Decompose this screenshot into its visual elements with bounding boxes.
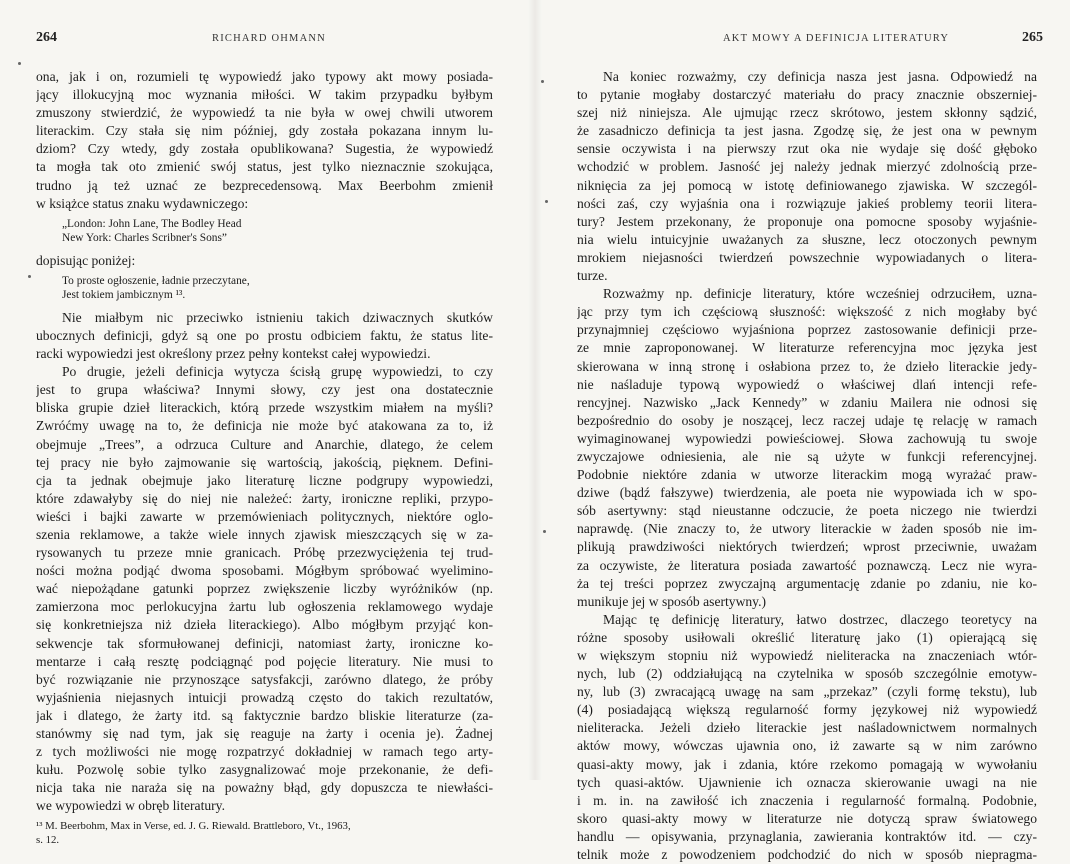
text-line: wyimaginowanej wypowiedzi powieściowej. Słowa zachowują tu swoje	[577, 430, 1037, 446]
text-line: nieliteracka. Jeżeli dzieło literackie jest naśladownictwem normalnych	[577, 720, 1037, 736]
text-line: cja ta jednak obejmuje jako literaturę liczne podgrupy wypowiedzi,	[36, 472, 493, 488]
imprint-quote	[36, 217, 493, 246]
text-line: (4) posiadającą większą regularność formy językowej niż wypowiedź	[577, 702, 1037, 718]
right-page-number: 265	[1022, 30, 1043, 45]
text-line: i m. in. na zawiłość ich znaczenia i regularność formalną. Podobnie,	[577, 792, 1037, 808]
text-line: wać niepożądane gatunki poprzez zwiększenie liczby wyróżników (np.	[36, 581, 493, 597]
text-line: Rozważmy np. definicje literatury, które wcześniej odrzuciłem, uzna-	[603, 286, 1037, 302]
left-page-body	[36, 68, 493, 847]
text-line: bliska grupie dzieł literackich, którą przede wszystkim miałem na myśli?	[36, 400, 493, 416]
text-line: literackim. Czy stała się nim później, gdy została pokazana innym lu-	[36, 123, 493, 139]
text-line: aktów mowy, wówczas ujawnia ono, iż zawarte są w nim zarówno	[577, 738, 1037, 754]
text-line: być rozwiązanie nie przynoszące satysfakcji, zarówno dlatego, że próby	[36, 671, 493, 687]
text-line: Jest tokiem jambicznym ¹³.	[62, 289, 186, 302]
text-line: ża tej treści poprzez zwyczajną argumentację zdanie po zdaniu, nie ko-	[577, 575, 1037, 591]
text-line: zmuszony stwierdzić, że wypowiedź ta nie była w owej chwili utworem	[36, 105, 493, 121]
text-line: dziwe (bądź fałszywe) twierdzenia, ale poeta nie wypowiada ich w spo-	[577, 485, 1037, 501]
text-line: różne sposoby usiłowali określić literaturę jako (1) opierającą się	[577, 629, 1037, 645]
text-line: Podobnie niektóre zdania w utworze literackim mogą wyrażać praw-	[577, 467, 1037, 483]
text-line: bezpośrednio do osoby je noszącej, lecz raczej udaje tę relację w ramach	[577, 412, 1037, 428]
text-line: tych quasi-aktów. Ujawnienie ich oznacza skierowanie uwagi na nie	[577, 774, 1037, 790]
text-line: handlu — opisywania, przynaglania, zawierania kontraktów itd. — czy-	[577, 828, 1037, 844]
text-line: New York: Charles Scribner's Sons”	[62, 232, 227, 245]
right-running-header: AKT MOWY A DEFINICJA LITERATURY	[723, 33, 950, 44]
text-line: nicja taka nie naraża się na poważny błąd, gdy dopuszcza te niewłaści-	[36, 780, 493, 796]
text-line: zamierzona moc perlokucyjna żartu lub ogłoszenia reklamowego wydaje	[36, 599, 493, 615]
text-line: ubocznych definicji, gdyż są one po prostu odbiciem faktu, że status lite-	[36, 327, 493, 343]
text-line: plikują prawdziwości niektórych twierdzeń; wprost przeciwnie, uważam	[577, 539, 1037, 555]
text-line: we wypowiedzi w obręb literatury.	[36, 798, 225, 814]
text-line: ności zaś, czy wyjaśnia ona i rozwiązuje jakieś problemy teorii litera-	[577, 195, 1037, 211]
text-line: ¹³ M. Beerbohm, Max in Verse, ed. J. G. Riewald. Brattleboro, Vt., 1963,	[36, 820, 351, 833]
left-paragraph-2	[36, 309, 493, 363]
text-line: nia wielu intuicyjnie uważanych za słuszne, lecz otoczonych pewnym	[577, 231, 1037, 247]
scan-speck	[541, 80, 544, 83]
text-line: mentarze i całą resztę podciągnąć pod pojęcie literatury. Nie musi to	[36, 653, 493, 669]
right-page-body	[577, 68, 1037, 864]
bridge-line: dopisując poniżej:	[36, 252, 136, 268]
text-line: które zdawałyby się do niej nie należeć: żarty, ironiczne repliki, przypo-	[36, 490, 493, 506]
text-line: się konkretniejsza niż dzieła literackiego). Albo mógłbym przyjąć kon-	[36, 617, 493, 633]
text-line: to pytanie mogłaby dostarczyć materiału do pracy znacznie obszerniej-	[577, 87, 1037, 103]
text-line: zwyczajowe odniesienia, ale nie są użyte w funkcji referencyjnej.	[577, 448, 1037, 464]
text-line: rencyjnej. Nazwisko „Jack Kennedy” w zdaniu Mailera nie odnosi się	[577, 394, 1037, 410]
text-line: w książce status znaku wydawniczego:	[36, 195, 249, 211]
text-line: za oczywiste, że literatura posiada zawartość poznawczą. Lecz nie wyra-	[577, 557, 1037, 573]
text-line: szej niż niniejsza. Ale ujmując rzecz skrótowo, jestem skłonny sądzić,	[577, 105, 1037, 121]
text-line: ze mnie zaproponowanej. W literaturze referencyjna moc języka jest	[577, 340, 1037, 356]
text-line: przynajmniej częściowo wyjaśniona poprzez zastosowanie definicji prze-	[577, 322, 1037, 338]
scan-speck	[543, 530, 546, 533]
left-page-number: 264	[36, 30, 57, 45]
text-line: skierowana w inną stronę i osłabiona przez to, że dzieło literackie jedy-	[577, 358, 1037, 374]
text-line: trudno ją też uznać ze bezprecedensową. Max Beerbohm zmienił	[36, 177, 493, 193]
text-line: turze.	[577, 268, 608, 284]
text-line: wieści i bajki zawarte w przemówieniach politycznych, niektóre oglo-	[36, 508, 493, 524]
text-line: munikuje jej w sposób asertywny.)	[577, 593, 767, 609]
right-paragraph-2	[577, 285, 1037, 611]
text-line: sób asertywny: stąd nieustanne odczucie, że poeta niczego nie twierdzi	[577, 503, 1037, 519]
text-line: „London: John Lane, The Bodley Head	[62, 217, 242, 230]
text-line: jak i dlatego, że żarty itd. są faktycznie bardzo bliskie literaturze (za-	[36, 707, 493, 723]
left-paragraph-3	[36, 363, 493, 815]
text-line: tury? Jestem przekonany, że proponuje ona pomocne sposoby wyjaśnie-	[577, 213, 1037, 229]
text-line: tej pracy nie było zajmowanie się wartością, jakością, pięknem. Defini-	[36, 454, 493, 470]
scan-speck	[545, 200, 548, 203]
left-running-header: RICHARD OHMANN	[212, 33, 326, 44]
text-line: ności można podjąć dwoma sposobami. Mógłbym spróbować wyelimino-	[36, 563, 493, 579]
text-line: szenia reklamowe, a także wiele innych zjawisk mieszczących się w za-	[36, 526, 493, 542]
text-line: z tych możliwości nie mogę rozpatrzyć dokładniej w ramach tego arty-	[36, 744, 493, 760]
text-line: nych, lub (2) oddziałującą na czytelnika w sposób szczególnie emotyw-	[577, 666, 1037, 682]
right-paragraph-1	[577, 68, 1037, 285]
text-line: Na koniec rozważmy, czy definicja nasza jest jasna. Odpowiedź na	[603, 69, 1037, 84]
text-line: To proste ogłoszenie, ładnie przeczytane,	[62, 274, 250, 287]
text-line: ta mogła tak oto zmienić swój status, jest tylko nieznacznie szokująca,	[36, 159, 493, 175]
text-line: kułu. Pozwolę sobie tylko zasygnalizować moje przekonanie, że defi-	[36, 762, 493, 778]
text-line: racki wypowiedzi jest określony przez pełny kontekst całej wypowiedzi.	[36, 346, 431, 362]
text-line: Nie miałbym nic przeciwko istnieniu takich dziwacznych skutków	[62, 309, 493, 325]
text-line: wchodzić w problem. Jasność jej należy jednak mierzyć zdolnością prze-	[577, 159, 1037, 175]
text-line: quasi-akty mowy, jak i zdania, które rzekomo pomagają w wywołaniu	[577, 756, 1037, 772]
text-line: nie naśladuje typową wypowiedź o właściwej dlań intencji refe-	[577, 376, 1037, 392]
text-line: jący illokucyjną moc wyznania miłości. W takim przypadku byłbym	[36, 87, 493, 103]
text-line: wyjaśnienia niejasnych intuicji prowadzą często do takich rezultatów,	[36, 689, 493, 705]
text-line: obejmuje „Trees”, a odrzuca Culture and Anarchie, dlatego, że celem	[36, 436, 493, 452]
text-line: jąc przy tym ich częściową słuszność: większość z nich mogłaby być	[577, 304, 1037, 320]
left-page	[0, 0, 535, 847]
text-line: ona, jak i on, rozumieli tę wypowiedź jako typowy akt mowy posiada-	[36, 69, 493, 84]
scan-speck	[18, 62, 21, 65]
text-line: mrokiem niejasności twierdzeń powszechnie wypowiadanych o litera-	[577, 249, 1037, 265]
text-line: w większym stopniu niż wypowiedź nieliteracka na znaczeniach wtór-	[577, 648, 1037, 663]
text-line: skoro quasi-akty mowy w literaturze nie dotyczą spraw światowego	[577, 810, 1037, 826]
text-line: niknięcia za jej pomocą w istotę definiowanego zjawiska. W szczegól-	[577, 177, 1037, 193]
text-line: s. 12.	[36, 834, 60, 847]
text-line: że zasadniczo definicja ta jest jasna. Zgodzę się, że jest ona w pewnym	[577, 123, 1037, 139]
verse-quote	[36, 274, 493, 303]
right-paragraph-3	[577, 611, 1037, 864]
left-paragraph-1	[36, 68, 493, 213]
text-line: Mając tę definicję literatury, łatwo dostrzec, dlaczego teoretycy na	[603, 611, 1037, 627]
right-page	[535, 0, 1070, 863]
text-line: dziom? Czy wtedy, gdy została opublikowana? Sugestia, że wypowiedź	[36, 141, 493, 157]
footnote-13	[36, 819, 493, 847]
text-line: Zwróćmy uwagę na to, że definicja nie może być atakowana za to, iż	[36, 418, 493, 434]
scan-speck	[28, 275, 31, 278]
text-line: jest to grupa właściwa? Innymi słowy, czy jest ona dostatecznie	[36, 382, 493, 398]
text-line: sensie oczywista i na pierwszy rzut oka nie wydaje się dość głęboko	[577, 141, 1037, 157]
text-line: telnik może z powodzeniem podchodzić do nich w sposób niepragma-	[577, 847, 1037, 863]
text-line: naprawdę. (Nie znaczy to, że utwory literackie w żaden sposób nie im-	[577, 521, 1037, 537]
text-line: sekwencje tak sformułowanej definicji, natomiast żarty, ironiczne ko-	[36, 635, 493, 651]
text-line: Po drugie, jeżeli definicja wytycza ścisłą grupę wypowiedzi, to czy	[62, 364, 493, 380]
text-line: ny, lub (3) zwracającą uwagę na sam „przekaz” (czyli formę tekstu), lub	[577, 684, 1037, 700]
text-line: rysowanych tu przeze mnie granicach. Próbę przezwyciężenia tej trud-	[36, 545, 493, 561]
text-line: stanówmy się nad tym, jak się reaguje na żarty i ocenia je). Żadnej	[36, 726, 493, 741]
